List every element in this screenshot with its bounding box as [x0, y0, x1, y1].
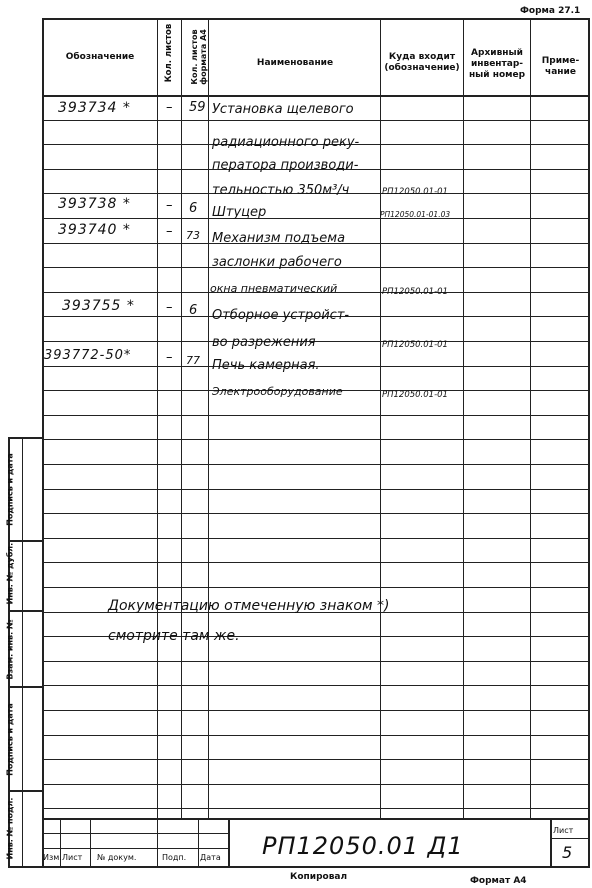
footer-format: Формат А4 — [470, 876, 527, 886]
row-code: 393740 * — [58, 222, 131, 238]
row-line — [42, 587, 590, 588]
row-line — [42, 489, 590, 490]
row-a4: 77 — [186, 354, 200, 367]
row-line — [42, 538, 590, 539]
col-line — [530, 18, 531, 818]
row-name: тельностью 350м³/ч — [212, 183, 350, 198]
row-dash: – — [166, 100, 173, 115]
stamp-sheet-no: 5 — [562, 843, 573, 862]
stamp-col — [157, 818, 158, 868]
row-a4: 73 — [186, 229, 200, 242]
col-line — [181, 18, 182, 818]
stamp-list: Лист — [62, 853, 83, 862]
row-line — [42, 661, 590, 662]
row-code: 393738 * — [58, 196, 131, 212]
row-a4: 59 — [189, 100, 206, 115]
header-sheet-count: Кол. листов — [164, 23, 174, 83]
stamp-row-line — [42, 848, 228, 849]
stamp-col — [90, 818, 91, 868]
row-dash: – — [166, 224, 173, 239]
row-line — [42, 341, 590, 342]
header-where-used: Куда входит (обозначение) — [384, 52, 460, 73]
row-line — [42, 735, 590, 736]
stamp-ndoc: № докум. — [97, 853, 137, 862]
stamp-col — [228, 818, 230, 868]
row-line — [42, 562, 590, 563]
side-divider — [8, 686, 42, 688]
header-divider — [42, 95, 590, 97]
note-line-2: смотрите там же. — [108, 628, 240, 644]
stamp-data: Дата — [200, 853, 221, 862]
row-dash: – — [166, 198, 173, 213]
col-line — [380, 18, 381, 818]
side-label-podpis: Подпись и дата — [5, 453, 15, 526]
row-name: радиационного реку- — [212, 135, 360, 150]
row-line — [42, 513, 590, 514]
row-a4: 6 — [189, 303, 198, 318]
row-name: Установка щелевого — [212, 102, 354, 117]
row-name: Штуцер — [212, 205, 267, 220]
row-line — [42, 439, 590, 440]
footer-copied: Копировал — [290, 872, 348, 882]
row-name: заслонки рабочего — [212, 255, 342, 270]
doc-code: РП12050.01 Д1 — [262, 832, 464, 860]
col-line — [157, 18, 158, 818]
row-line — [42, 415, 590, 416]
col-line — [208, 18, 209, 818]
row-code: 393772-50* — [44, 348, 132, 363]
row-line — [42, 120, 590, 121]
header-designation: Обозначение — [65, 52, 135, 62]
stamp-podp: Подп. — [162, 853, 187, 862]
stamp-row-line — [42, 833, 228, 834]
note-line-1: Документацию отмеченную знаком *) — [108, 598, 390, 614]
row-code: 393755 * — [62, 298, 135, 314]
header-a4-count: Кол. листов формата А4 — [190, 29, 208, 85]
row-where: РП12050.01-01 — [382, 390, 448, 400]
row-name: Электрооборудование — [212, 385, 343, 398]
row-code: 393734 * — [58, 100, 131, 116]
header-name: Наименование — [256, 58, 334, 68]
stamp-top-line — [42, 818, 590, 820]
row-a4: 6 — [189, 201, 198, 216]
row-where: РП12050.01-01 — [382, 287, 448, 297]
row-name: окна пневматический — [210, 282, 338, 295]
row-dash: – — [166, 300, 173, 315]
row-line — [42, 464, 590, 465]
row-name: Печь камерная. — [212, 358, 320, 373]
side-strip-line — [22, 437, 23, 868]
row-line — [42, 218, 590, 219]
row-dash: – — [166, 350, 173, 365]
row-line — [42, 685, 590, 686]
row-line — [42, 784, 590, 785]
form-label: Форма 27.1 — [520, 6, 581, 16]
side-label-inv-dubl: Инв. № дубл. — [5, 542, 15, 605]
col-line — [463, 18, 464, 818]
row-where: РП12050.01-01.03 — [380, 210, 451, 219]
stamp-sheet-line — [550, 838, 590, 839]
header-archive: Архивный инвентар-ный номер — [468, 48, 526, 80]
row-line — [42, 759, 590, 760]
row-name: во разрежения — [212, 335, 316, 350]
header-note: Приме-чание — [541, 56, 580, 77]
row-line — [42, 808, 590, 809]
stamp-col — [198, 818, 199, 868]
side-label-vzam: Взам. инв. № — [5, 619, 15, 680]
side-divider — [8, 610, 42, 612]
row-name: ператора производи- — [212, 158, 359, 173]
side-divider — [8, 790, 42, 792]
row-name: Отборное устройст- — [212, 308, 350, 323]
row-where: РП12050.01-01 — [382, 340, 448, 350]
row-where: РП12050.01-01 — [382, 187, 448, 197]
side-label-inv-podl: Инв. № подл. — [5, 797, 15, 860]
side-label-podpis-2: Подпись и дата — [5, 703, 15, 776]
stamp-sheet-label: Лист — [553, 826, 574, 835]
row-line — [42, 710, 590, 711]
stamp-col — [550, 818, 552, 868]
stamp-izm: Изм. — [43, 853, 62, 862]
row-name: Механизм подъема — [212, 231, 346, 246]
